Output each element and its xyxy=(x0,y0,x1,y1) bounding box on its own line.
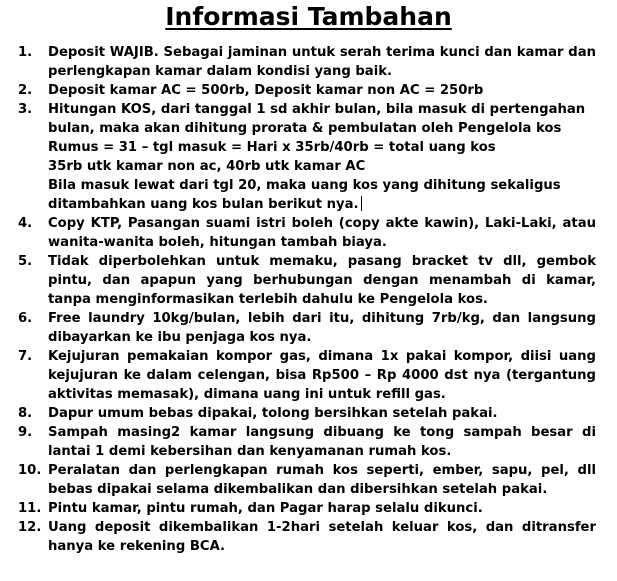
item-text: Deposit kamar AC = 500rb, Deposit kamar non AC = 250rb xyxy=(48,83,484,98)
item-text: Dapur umum bebas dipakai, tolong bersihkan setelah pakai. xyxy=(48,406,498,421)
item-late-entry-text: Bila masuk lewat dari tgl 20, maka uang kos yang dihitung sekaligus ditambahkan uang kos bulan berikut nya. xyxy=(48,178,561,212)
item-body xyxy=(48,100,596,214)
item-number: 4. xyxy=(18,216,33,231)
page-title-text: Informasi Tambahan xyxy=(165,2,452,31)
item-text: Uang deposit dikembalikan 1-2hari setelah keluar kos, dan ditransfer hanya ke rekening BCA. xyxy=(48,520,596,554)
list-item-4 xyxy=(18,214,596,252)
list-item-7 xyxy=(18,347,596,404)
item-text: Sampah masing2 kamar langsung dibuang ke tong sampah besar di lantai 1 demi kebersihan dan kenyamanan rumah kos. xyxy=(48,425,596,459)
list-item-6 xyxy=(18,309,596,347)
info-list xyxy=(18,43,596,556)
page-title xyxy=(0,2,617,32)
list-item-11 xyxy=(18,499,596,518)
item-number: 9. xyxy=(18,425,33,440)
list-item-10 xyxy=(18,461,596,499)
item-number: 10. xyxy=(18,463,42,478)
item-number: 2. xyxy=(18,83,33,98)
item-number: 6. xyxy=(18,311,33,326)
text-cursor xyxy=(361,196,362,211)
list-item-1 xyxy=(18,43,596,81)
list-item-9 xyxy=(18,423,596,461)
item-text: Tidak diperbolehkan untuk memaku, pasang bracket tv dll, gembok pintu, dan apapun yang berhubungan dengan menambah di kamar, tanpa menginformasikan terlebih dahulu ke Pengelola kos. xyxy=(48,254,596,307)
item-text: Hitungan KOS, dari tanggal 1 sd akhir bulan, bila masuk di pertengahan bulan, maka akan dihitung prorata & pembulatan oleh Pengelola kos xyxy=(48,102,586,136)
item-text: Kejujuran pemakaian kompor gas, dimana 1x pakai kompor, diisi uang kejujuran ke dalam celengan, bisa Rp500 – Rp 4000 dst nya (tergantung aktivitas memasak), dimana uang ini untuk refill gas. xyxy=(48,349,596,402)
item-rate-line: 35rb utk kamar non ac, 40rb utk kamar AC xyxy=(48,159,366,174)
item-number: 8. xyxy=(18,406,33,421)
list-item-8 xyxy=(18,404,596,423)
item-formula-line: Rumus = 31 – tgl masuk = Hari x 35rb/40rb = total uang kos xyxy=(48,140,496,155)
item-number: 3. xyxy=(18,102,33,117)
item-text: Pintu kamar, pintu rumah, dan Pagar harap selalu dikunci. xyxy=(48,501,483,516)
item-text: Deposit WAJIB. Sebagai jaminan untuk serah terima kunci dan kamar dan perlengkapan kamar dalam kondisi yang baik. xyxy=(48,45,596,79)
item-late-entry-line xyxy=(48,176,596,214)
item-number: 11. xyxy=(18,501,42,516)
item-number: 5. xyxy=(18,254,33,269)
item-number: 7. xyxy=(18,349,33,364)
list-item-3 xyxy=(18,100,596,214)
item-number: 1. xyxy=(18,45,33,60)
item-text: Free laundry 10kg/bulan, lebih dari itu, dihitung 7rb/kg, dan langsung dibayarkan ke ibu penjaga kos nya. xyxy=(48,311,596,345)
item-text: Peralatan dan perlengkapan rumah kos seperti, ember, sapu, pel, dll bebas dipakai selama dikembalikan dan dibersihkan setelah pakai. xyxy=(48,463,596,497)
item-text: Copy KTP, Pasangan suami istri boleh (copy akte kawin), Laki-Laki, atau wanita-wanita boleh, hitungan tambah biaya. xyxy=(48,216,596,250)
list-item-2 xyxy=(18,81,596,100)
item-number: 12. xyxy=(18,520,42,535)
list-item-5 xyxy=(18,252,596,309)
list-item-12 xyxy=(18,518,596,556)
